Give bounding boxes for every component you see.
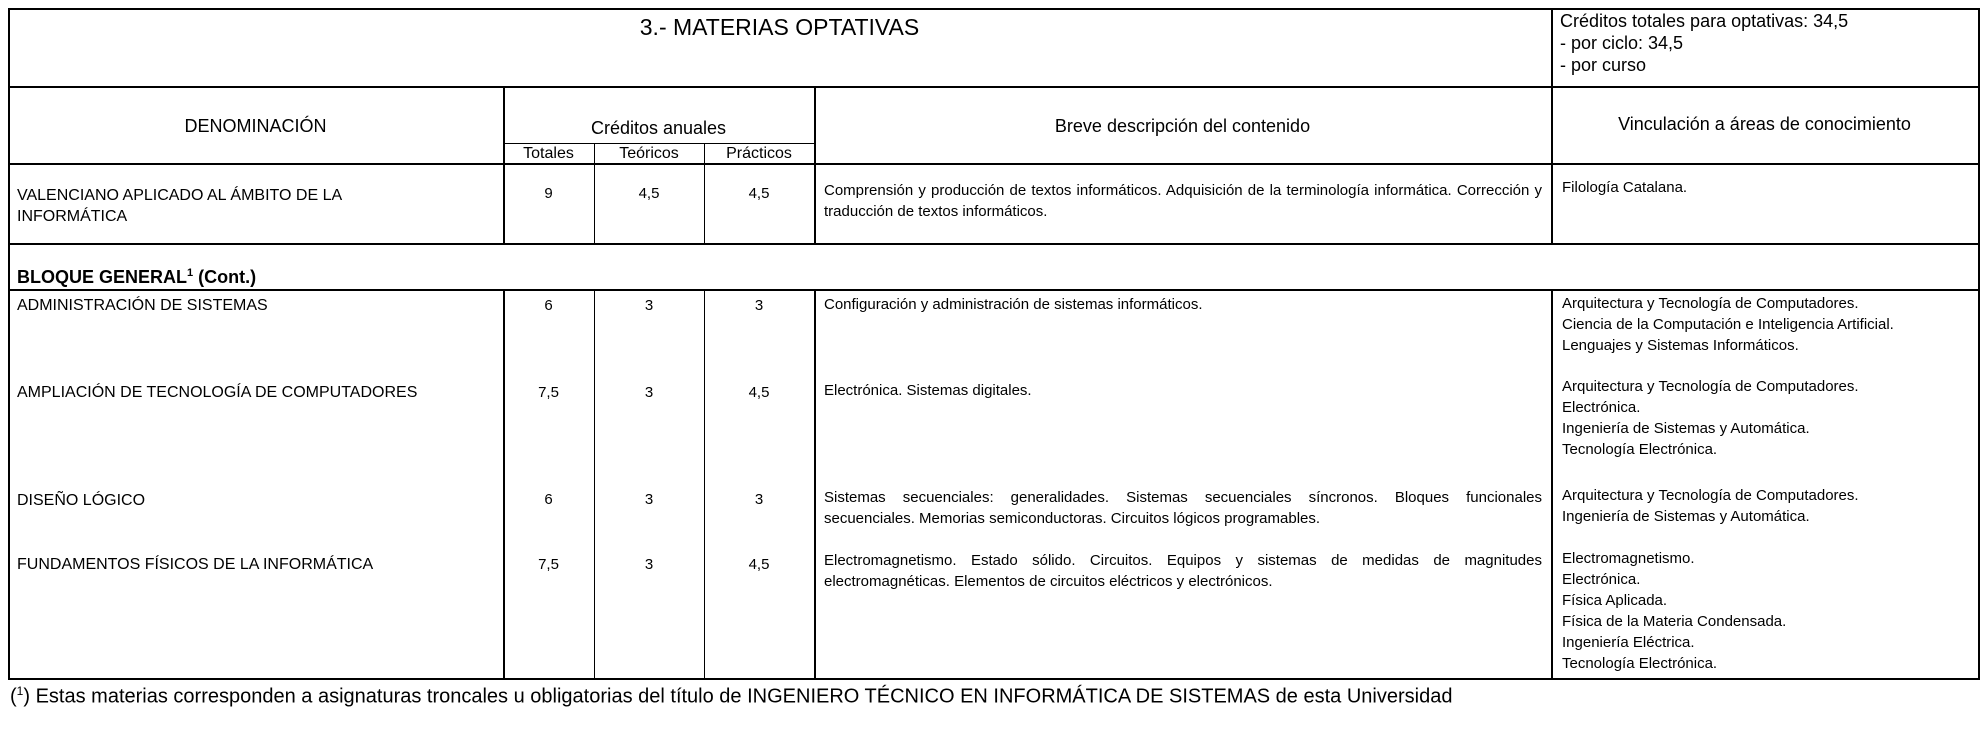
- knowledge-areas: [1562, 293, 1894, 356]
- column-header-descripcion: Breve descripción del contenido: [1054, 116, 1311, 136]
- col-divider-practicos: [814, 86, 816, 245]
- table-border-right: [1978, 8, 1980, 680]
- section-suffix: (Cont.): [193, 267, 257, 287]
- credits-ciclo-line: - por ciclo: 34,5: [1560, 33, 1684, 53]
- column-header-practicos: Prácticos: [726, 145, 792, 162]
- column-header-denominacion: DENOMINACIÓN: [184, 116, 327, 136]
- knowledge-area: Ingeniería Eléctrica.: [1562, 634, 1695, 651]
- col-divider-practicos-lower: [814, 289, 816, 680]
- col-divider-teoricos-lower: [704, 289, 705, 680]
- knowledge-area: Ingeniería de Sistemas y Automática.: [1562, 420, 1810, 437]
- credits-totales: 6: [544, 491, 553, 508]
- knowledge-areas: [1562, 177, 1687, 198]
- knowledge-area: Arquitectura y Tecnología de Computadores.: [1562, 295, 1859, 312]
- knowledge-area: Electromagnetismo.: [1562, 550, 1695, 567]
- col-divider-denominacion: [503, 86, 505, 245]
- credits-practicos: 4,5: [748, 384, 770, 401]
- credits-teoricos: 3: [644, 556, 654, 573]
- credits-practicos: 4,5: [748, 185, 770, 202]
- knowledge-area: Electrónica.: [1562, 571, 1641, 588]
- content-description: Electromagnetismo. Estado sólido. Circuitos. Equipos y sistemas de medidas de magnitudes electromagnéticas. Elementos de circuitos eléctricos y electrónicos.: [824, 552, 1542, 590]
- knowledge-area: Tecnología Electrónica.: [1562, 441, 1718, 458]
- content-description: Configuración y administración de sistemas informáticos.: [824, 296, 1203, 313]
- knowledge-areas: [1562, 376, 1859, 460]
- row-1-bottom: [8, 243, 1980, 245]
- table-border-left: [8, 8, 10, 680]
- knowledge-areas: [1562, 548, 1786, 674]
- knowledge-area: Ciencia de la Computación e Inteligencia Artificial.: [1562, 316, 1894, 333]
- credits-practicos: 3: [754, 297, 764, 314]
- credits-curso-line: - por curso: [1560, 55, 1647, 75]
- credits-practicos: 3: [754, 491, 764, 508]
- header-divider: [8, 86, 1980, 88]
- content-description: Comprensión y producción de textos informáticos. Adquisición de la terminología informática. Corrección y traducción de textos informáticos.: [824, 182, 1542, 220]
- column-header-bottom: [8, 163, 1980, 165]
- subject-name-line: VALENCIANO APLICADO AL ÁMBITO DE LA: [17, 187, 343, 204]
- credits-teoricos: 3: [644, 384, 654, 401]
- section-label: BLOQUE GENERAL: [17, 267, 188, 287]
- knowledge-areas: [1562, 485, 1859, 527]
- page-title: 3.- MATERIAS OPTATIVAS: [639, 14, 920, 40]
- section-divider: [8, 289, 1980, 291]
- knowledge-area: Electrónica.: [1562, 399, 1641, 416]
- credits-teoricos: 4,5: [638, 185, 660, 202]
- knowledge-area: Arquitectura y Tecnología de Computadores.: [1562, 487, 1859, 504]
- footnote-marker: 1: [16, 684, 24, 698]
- col-divider-descripcion-lower: [1551, 289, 1553, 680]
- credits-totales: 9: [544, 185, 553, 202]
- subject-name: FUNDAMENTOS FÍSICOS DE LA INFORMÁTICA: [17, 556, 374, 573]
- subject-name: AMPLIACIÓN DE TECNOLOGÍA DE COMPUTADORES: [17, 384, 418, 401]
- section-heading: [17, 267, 256, 288]
- col-divider-totales-lower: [594, 289, 595, 680]
- subject-name: DISEÑO LÓGICO: [17, 492, 146, 509]
- column-header-vinculacion: Vinculación a áreas de conocimiento: [1618, 114, 1911, 134]
- subject-name-line: INFORMÁTICA: [17, 208, 128, 225]
- col-divider-descripcion: [1551, 86, 1553, 245]
- table-border-bottom: [8, 678, 1980, 680]
- footnote-text: Estas materias corresponden a asignaturas troncales u obligatorias del título de INGENIERO TÉCNICO EN INFORMÁTICA DE SISTEMAS de esta Universidad: [30, 685, 1453, 708]
- knowledge-area: Ingeniería de Sistemas y Automática.: [1562, 508, 1810, 525]
- knowledge-area: Física de la Materia Condensada.: [1562, 613, 1787, 630]
- column-header-creditos-anuales: Créditos anuales: [590, 118, 727, 138]
- footnote-ref: 1: [187, 267, 194, 279]
- footnote: ($^1$) Estas materias corresponden a asignaturas troncales u obligatorias del título de INGENIERO TÉCNICO EN INFORMÁTICA DE SISTEMAS de esta Universidad: [10, 684, 1453, 708]
- knowledge-area: Física Aplicada.: [1562, 592, 1668, 609]
- subject-name: ADMINISTRACIÓN DE SISTEMAS: [17, 297, 268, 314]
- credits-teoricos: 3: [644, 491, 654, 508]
- column-header-totales: Totales: [523, 145, 574, 162]
- content-description: Electrónica. Sistemas digitales.: [824, 382, 1032, 399]
- content-description: Sistemas secuenciales: generalidades. Sistemas secuenciales síncronos. Bloques funcionales secuenciales. Memorias semiconductoras. Circuitos lógicos programables.: [824, 489, 1542, 527]
- knowledge-area: Arquitectura y Tecnología de Computadores.: [1562, 378, 1859, 395]
- credits-total-line: Créditos totales para optativas: 34,5: [1560, 11, 1849, 31]
- knowledge-area: Filología Catalana.: [1562, 179, 1688, 196]
- credits-teoricos: 3: [644, 297, 654, 314]
- credits-summary: [1560, 10, 1848, 76]
- column-header-teoricos: Teóricos: [619, 145, 679, 162]
- subject-name: [17, 185, 342, 227]
- knowledge-area: Lenguajes y Sistemas Informáticos.: [1562, 337, 1799, 354]
- credits-totales: 7,5: [538, 384, 559, 401]
- credits-totales: 6: [544, 297, 553, 314]
- title-column-divider: [1551, 8, 1553, 88]
- knowledge-area: Tecnología Electrónica.: [1562, 655, 1718, 672]
- col-divider-denominacion-lower: [503, 289, 505, 680]
- credits-practicos: 4,5: [748, 556, 770, 573]
- credits-totales: 7,5: [538, 556, 559, 573]
- subheader-divider: [503, 143, 815, 144]
